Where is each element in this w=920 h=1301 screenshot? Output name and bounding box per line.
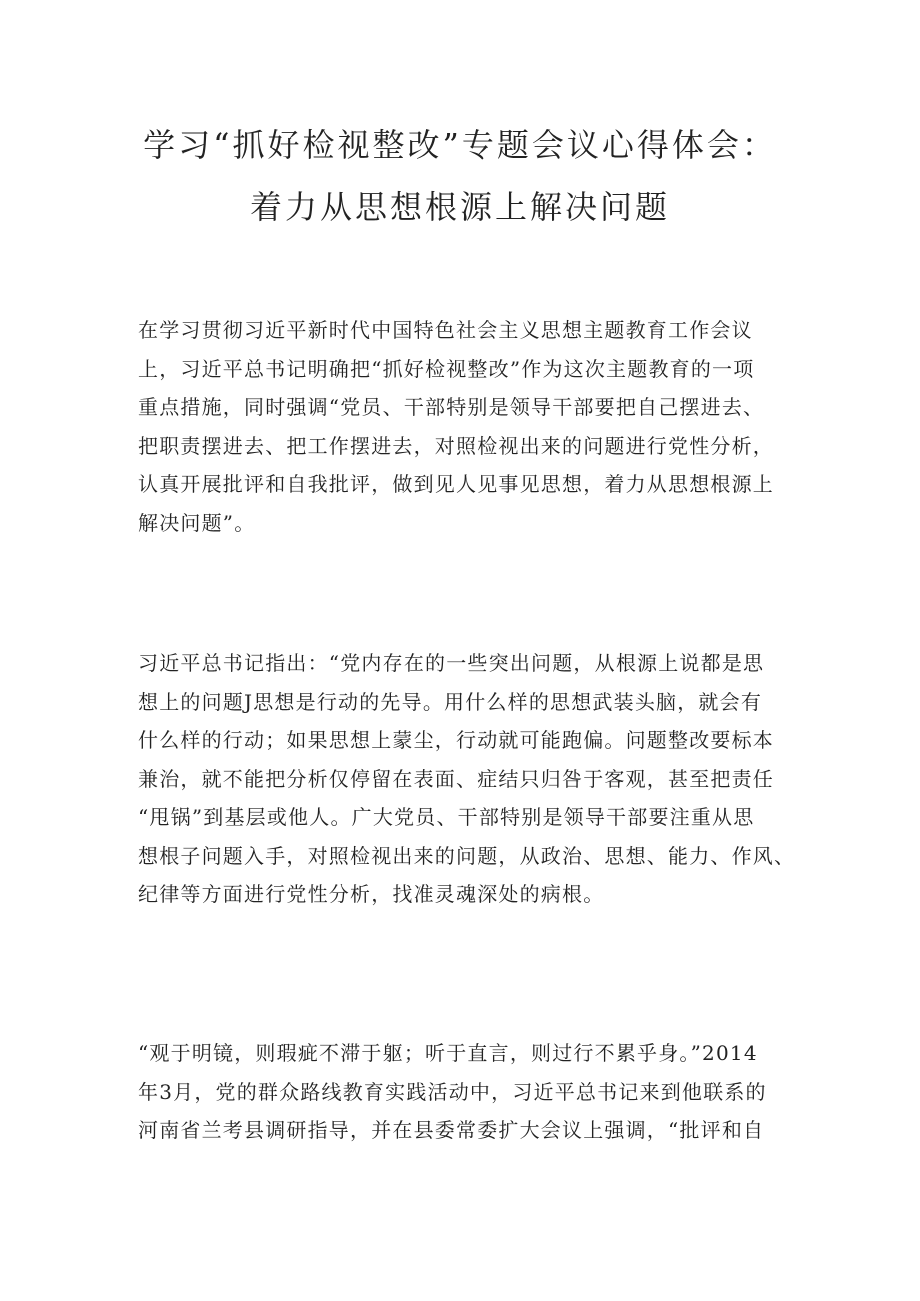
paragraph-line: 纪律等方面进行党性分析，找准灵魂深处的病根。 — [138, 882, 605, 906]
document-title-line-1: 学习“抓好检视整改”专题会议心得体会： — [143, 126, 777, 164]
paragraph-line: 解决问题”。 — [138, 510, 256, 535]
paragraph-line: 想上的问题J思想是行动的先导。用什么样的思想武装头脑，就会有 — [138, 689, 763, 714]
paragraph-2 — [138, 644, 798, 914]
paragraph-1 — [138, 311, 798, 542]
paragraph-line: 习近平总书记指出：“党内存在的一些突出问题，从根源上说都是思 — [138, 651, 765, 675]
paragraph-line: 在学习贯彻习近平新时代中国特色社会主义思想主题教育工作会议 — [138, 318, 753, 342]
paragraph-line: 想根子问题入手，对照检视出来的问题，从政治、思想、能力、作风、 — [138, 843, 796, 868]
paragraph-line: 河南省兰考县调研指导，并在县委常委扩大会议上强调，“批评和自 — [138, 1118, 765, 1142]
document-title-line-2: 着力从思想根源上解决问题 — [249, 188, 670, 226]
paragraph-line: 上，习近平总书记明确把“抓好检视整改”作为这次主题教育的一项 — [138, 356, 755, 381]
paragraph-line: 年3月，党的群众路线教育实践活动中，习近平总书记来到他联系的 — [138, 1079, 767, 1104]
paragraph-line: “观于明镜，则瑕疵不滞于躯；听于直言，则过行不累乎身。”2014 — [138, 1041, 758, 1065]
paragraph-line: 什么样的行动；如果思想上蒙尘，行动就可能跑偏。问题整改要标本 — [138, 728, 774, 752]
paragraph-line: 把职责摆进去、把工作摆进去，对照检视出来的问题进行党性分析， — [138, 433, 774, 458]
paragraph-line: “甩锅”到基层或他人。广大党员、干部特别是领导干部要注重从思 — [138, 805, 755, 829]
paragraph-line: 兼治，就不能把分析仅停留在表面、症结只归咎于客观，甚至把责任 — [138, 766, 774, 791]
paragraph-3 — [138, 1034, 798, 1150]
paragraph-line: 认真开展批评和自我批评，做到见人见事见思想，着力从思想根源上 — [138, 472, 774, 496]
paragraph-line: 重点措施，同时强调“党员、干部特别是领导干部要把自己摆进去、 — [138, 395, 765, 419]
